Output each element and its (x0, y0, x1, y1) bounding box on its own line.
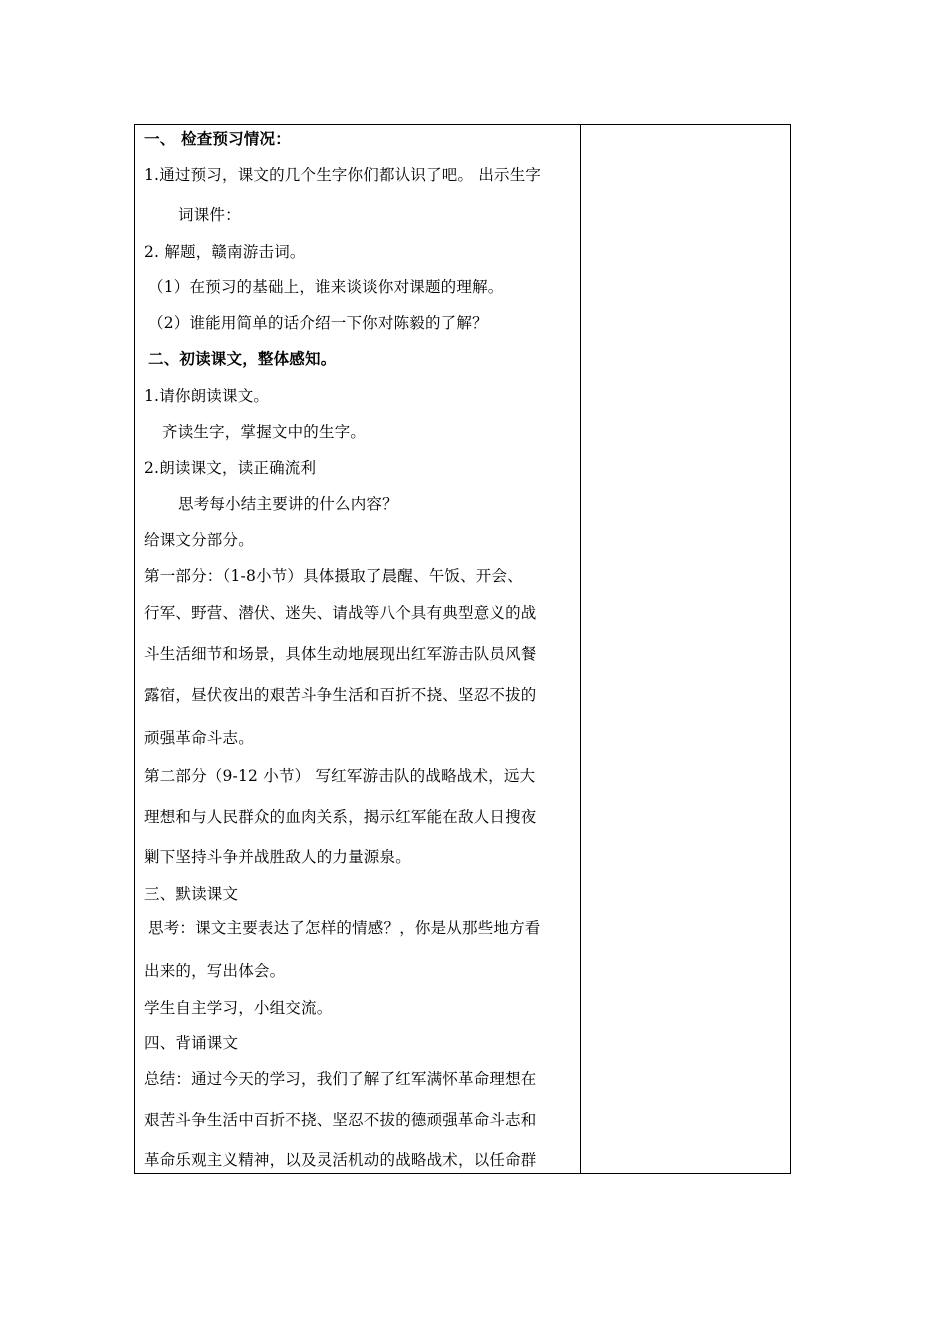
text-line: 革命乐观主义精神，以及灵活机动的战略战术，以任命群 (144, 1151, 537, 1169)
text-line: 行军、野营、潜伏、迷失、请战等八个具有典型意义的战 (144, 604, 537, 622)
text-line: 给课文分部分。 (144, 531, 254, 549)
text-line: 思考每小结主要讲的什么内容？ (178, 495, 398, 513)
section-heading-1: 一、 检查预习情况： (144, 129, 291, 148)
text-line: 思考：课文主要表达了怎样的情感？，你是从那些地方看 (148, 919, 541, 937)
text-line: 理想和与人民群众的血肉关系，揭示红军能在敌人日搜夜 (144, 808, 537, 826)
text-line: 2.朗读课文，读正确流利 (144, 459, 317, 477)
text-line: （1）在预习的基础上，谁来谈谈你对课题的理解。 (148, 278, 504, 296)
section-heading-2: 二、初读课文，整体感知。 (148, 349, 337, 368)
section-heading-4: 四、背诵课文 (144, 1034, 239, 1052)
text-line: 出来的，写出体会。 (144, 962, 286, 980)
text-line: 1.通过预习，课文的几个生字你们都认识了吧。 出示生字 (144, 166, 542, 184)
lesson-table (134, 124, 791, 1174)
text-line: 1.请你朗读课文。 (144, 387, 270, 405)
text-line: 词课件： (178, 206, 241, 224)
text-line: 斗生活细节和场景，具体生动地展现出红军游击队员风餐 (144, 645, 537, 663)
text-line: 艰苦斗争生活中百折不挠、坚忍不拔的德顽强革命斗志和 (144, 1111, 537, 1129)
lesson-content-column (135, 125, 581, 1173)
text-line: 齐读生字，掌握文中的生字。 (162, 423, 367, 441)
notes-column (581, 125, 790, 1173)
text-line: 学生自主学习，小组交流。 (144, 999, 333, 1017)
text-line: 顽强革命斗志。 (144, 729, 254, 747)
text-line: 第一部分：（1-8小节）具体摄取了晨醒、午饭、开会、 (144, 567, 523, 585)
section-heading-3: 三、默读课文 (144, 885, 239, 903)
text-line: 露宿，昼伏夜出的艰苦斗争生活和百折不挠、坚忍不拔的 (144, 686, 537, 704)
text-line: 2. 解题，赣南游击词。 (144, 243, 306, 261)
text-line: 第二部分（9-12 小节） 写红军游击队的战略战术，远大 (144, 767, 536, 785)
text-line: （2）谁能用简单的话介绍一下你对陈毅的了解？ (148, 314, 488, 332)
text-line: 剿下坚持斗争并战胜敌人的力量源泉。 (144, 848, 411, 866)
text-line: 总结：通过今天的学习，我们了解了红军满怀革命理想在 (144, 1070, 537, 1088)
